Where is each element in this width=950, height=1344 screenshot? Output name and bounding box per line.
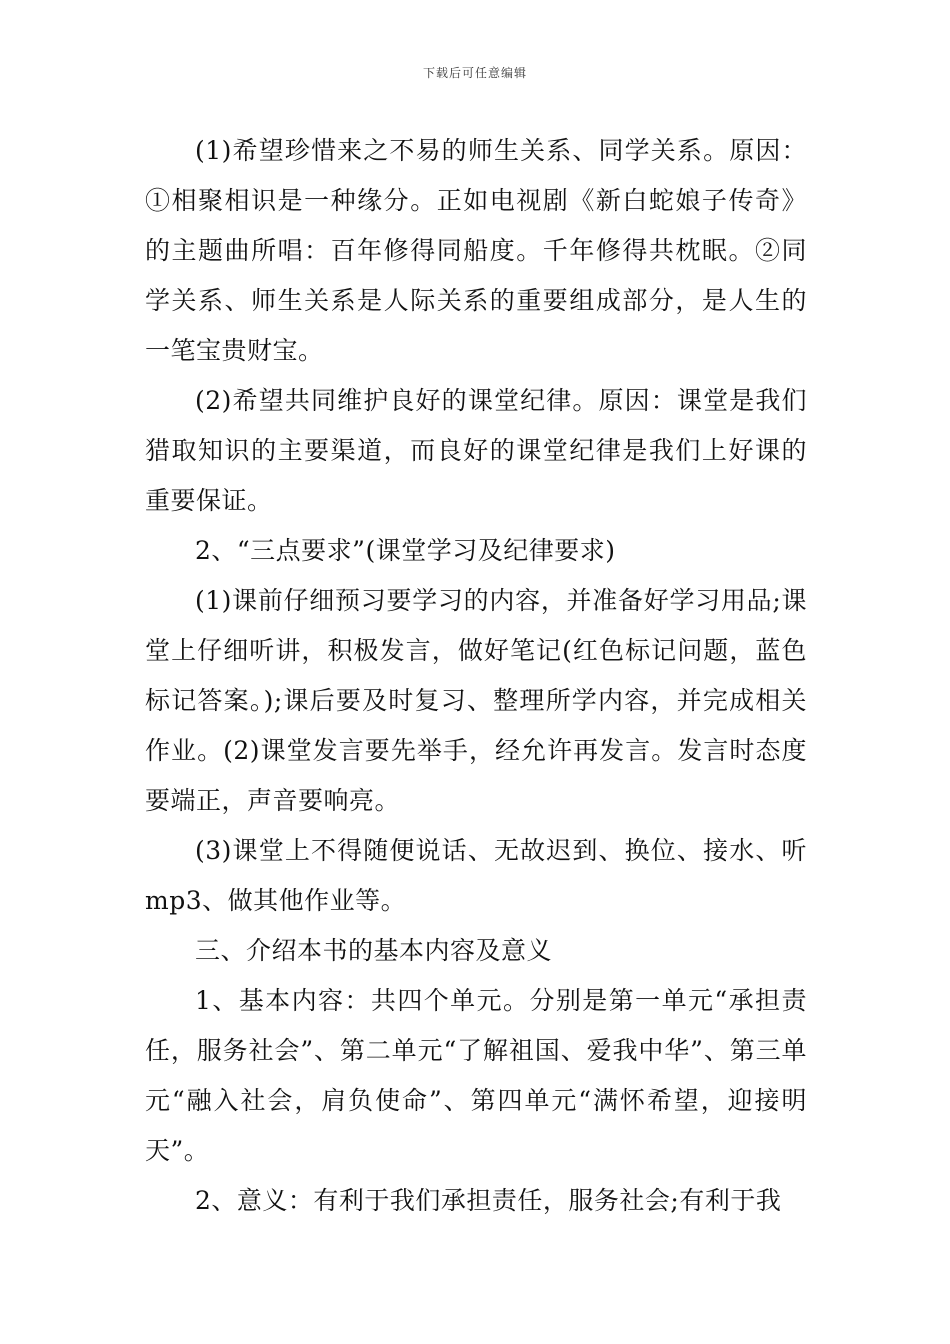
paragraph-cherish-relationships: (1)希望珍惜来之不易的师生关系、同学关系。原因：①相聚相识是一种缘分。正如电视剧《新白蛇娘子传奇》的主题曲所唱：百年修得同船度。千年修得共枕眠。②同学关系、师生关系是人际关系的重要组成部分，是人生的一笔宝贵财宝。 <box>145 136 807 365</box>
header-note: 下载后可任意编辑 <box>422 66 527 80</box>
paragraph-significance: 2、意义：有利于我们承担责任，服务社会;有利于我 <box>195 1186 782 1215</box>
paragraph-classroom-rules: (3)课堂上不得随便说话、无故迟到、换位、接水、听mp3、做其他作业等。 <box>145 836 807 915</box>
document-body <box>145 126 807 1226</box>
paragraph-study-requirements: (1)课前仔细预习要学习的内容，并准备好学习用品;课堂上仔细听讲，积极发言，做好笔记(红色标记问题，蓝色标记答案。);课后要及时复习、整理所学内容，并完成相关作业。(2)课堂发言要先举手，经允许再发言。发言时态度要端正，声音要响亮。 <box>145 586 807 815</box>
section-heading-book-introduction: 三、介绍本书的基本内容及意义 <box>195 936 553 965</box>
paragraph-basic-content: 1、基本内容：共四个单元。分别是第一单元“承担责任，服务社会”、第二单元“了解祖国、爱我中华”、第三单元“融入社会，肩负使命”、第四单元“满怀希望，迎接明天”。 <box>145 986 807 1165</box>
paragraph-three-requirements-heading: 2、“三点要求”(课堂学习及纪律要求) <box>195 536 616 565</box>
paragraph-classroom-discipline: (2)希望共同维护良好的课堂纪律。原因：课堂是我们猎取知识的主要渠道，而良好的课堂纪律是我们上好课的重要保证。 <box>145 386 807 515</box>
